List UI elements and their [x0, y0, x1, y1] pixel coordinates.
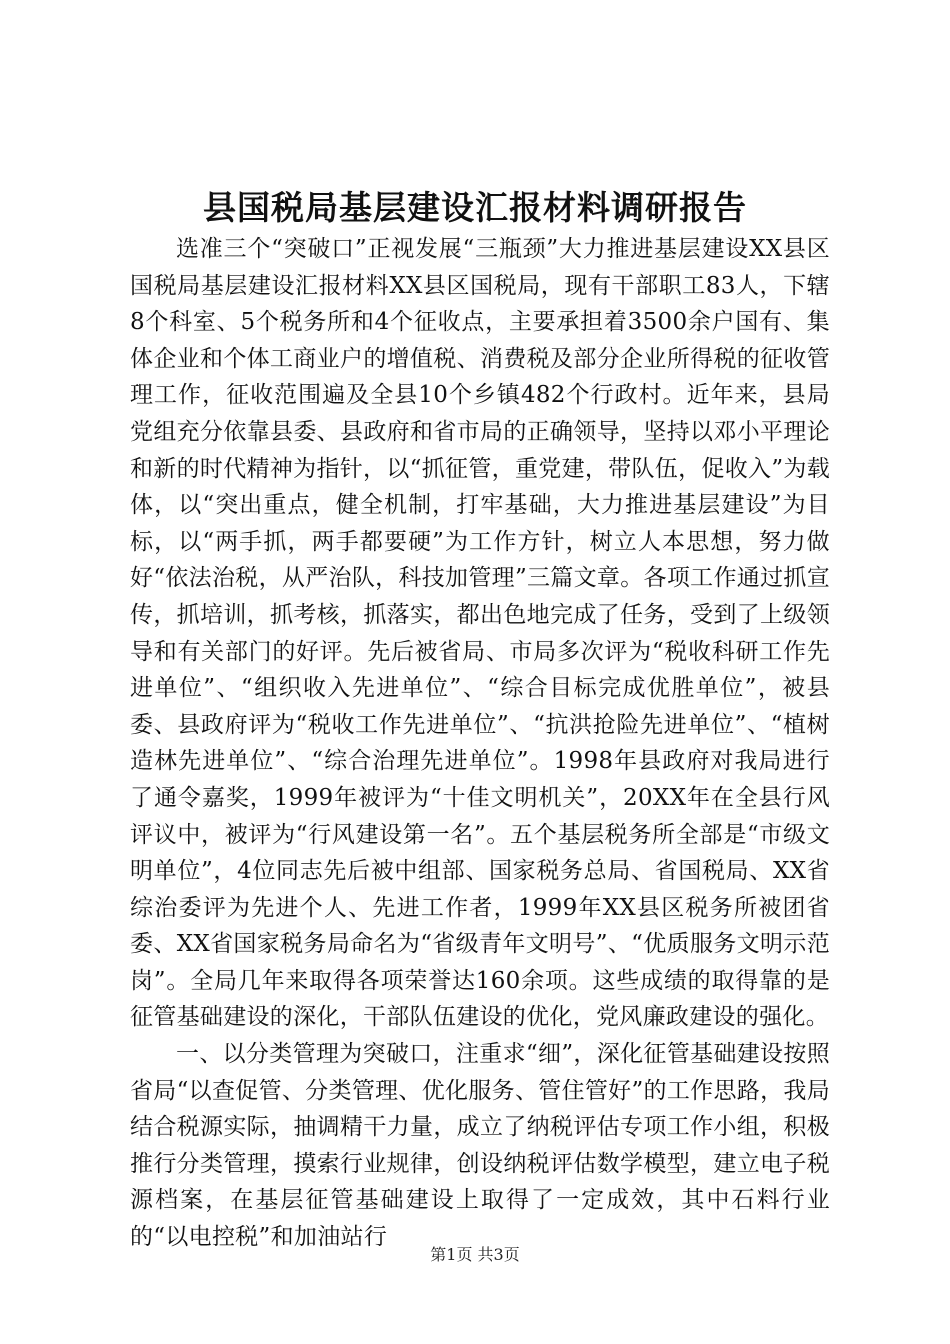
document-body: [130, 231, 830, 1256]
page-footer: 第1页 共3页: [430, 1245, 520, 1264]
paragraph-section-one: 一、以分类管理为突破口，注重求“细”，深化征管基础建设按照省局“以查促管、分类管理、优化服务、管住管好”的工作思路，我局结合税源实际，抽调精干力量，成立了纳税评估专项工作小组，积极推行分类管理，摸索行业规律，创设纳税评估数学模型，建立电子税源档案，在基层征管基础建设上取得了一定成效，其中石料行业的“以电控税”和加油站行: [130, 1041, 830, 1251]
document-title: 县国税局基层建设汇报材料调研报告: [203, 188, 747, 227]
paragraph-intro: 选准三个“突破口”正视发展“三瓶颈”大力推进基层建设XX县区国税局基层建设汇报材料XX县区国税局，现有干部职工83人，下辖8个科室、5个税务所和4个征收点，主要承担着3500余户国有、集体企业和个体工商业户的增值税、消费税及部分企业所得税的征收管理工作，征收范围遍及全县10个乡镇482个行政村。近年来，县局党组充分依靠县委、县政府和省市局的正确领导，坚持以邓小平理论和新的时代精神为指针，以“抓征管，重党建，带队伍，促收入”为载体，以“突出重点，健全机制，打牢基础，大力推进基层建设”为目标，以“两手抓，两手都要硬”为工作方针，树立人本思想，努力做好“依法治税，从严治队，科技加管理”三篇文章。各项工作通过抓宣传，抓培训，抓考核，抓落实，都出色地完成了任务，受到了上级领导和有关部门的好评。先后被省局、市局多次评为“税收科研工作先进单位”、“组织收入先进单位”、“综合目标完成优胜单位”，被县委、县政府评为“税收工作先进单位”、“抗洪抢险先进单位”、“植树造林先进单位”、“综合治理先进单位”。1998年县政府对我局进行了通令嘉奖，1999年被评为“十佳文明机关”，20XX年在全县行风评议中，被评为“行风建设第一名”。五个基层税务所全部是“市级文明单位”，4位同志先后被中组部、国家税务总局、省国税局、XX省综治委评为先进个人、先进工作者，1999年XX县区税务所被团省委、XX省国家税务局命名为“省级青年文明号”、“优质服务文明示范岗”。全局几年来取得各项荣誉达160余项。这些成绩的取得靠的是征管基础建设的深化，干部队伍建设的优化，党风廉政建设的强化。: [130, 236, 830, 1031]
